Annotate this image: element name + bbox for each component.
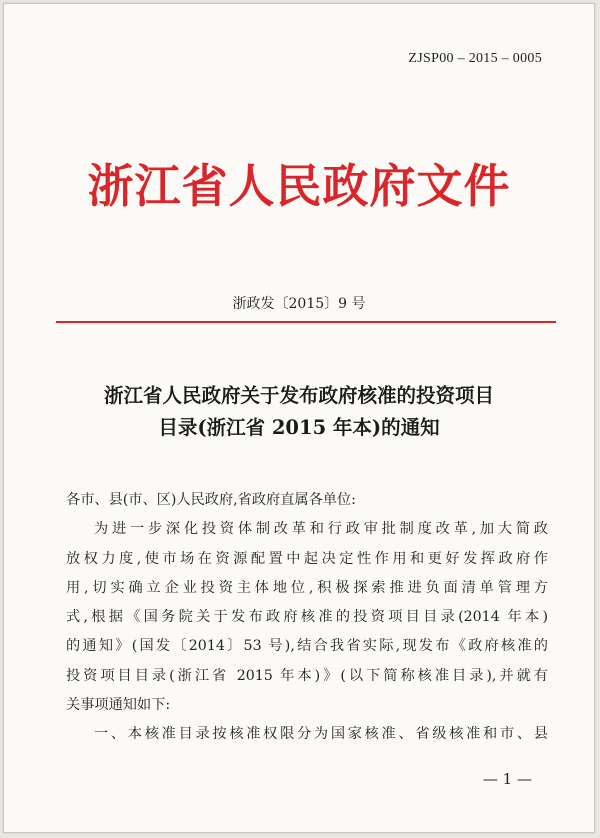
- paragraph-line: 式,根据《国务院关于发布政府核准的投资项目目录(2014 年本): [66, 609, 548, 626]
- document-page: [3, 3, 595, 833]
- item-one-line: 一、本核准目录按核准权限分为国家核准、省级核准和市、县: [94, 726, 548, 743]
- page-number: — 1 —: [482, 770, 532, 788]
- notice-title-line-1: 浙江省人民政府关于发布政府核准的投资项目: [103, 384, 494, 407]
- salutation: 各市、县(市、区)人民政府,省政府直属各单位:: [66, 492, 356, 508]
- notice-body: [66, 486, 548, 750]
- paragraph-line: 关事项通知如下:: [66, 697, 171, 714]
- red-divider-line: [56, 321, 556, 323]
- paragraph-line: 用,切实确立企业投资主体地位,积极探索推进负面清单管理方: [66, 579, 548, 596]
- notice-title: [4, 380, 594, 444]
- document-number: 浙政发〔2015〕9 号: [232, 296, 366, 312]
- document-headline: 浙江省人民政府文件: [87, 159, 511, 213]
- paragraph-line: 投资项目目录(浙江省 2015 年本)》(以下简称核准目录),并就有: [66, 667, 548, 684]
- paragraph-line: 为进一步深化投资体制改革和行政审批制度改革,加大简政: [94, 521, 548, 538]
- paragraph-line: 的通知》(国发〔2014〕53 号),结合我省实际,现发布《政府核准的: [66, 638, 548, 655]
- notice-title-line-2: 目录(浙江省 2015 年本)的通知: [158, 416, 440, 439]
- paragraph-line: 放权力度,使市场在资源配置中起决定性作用和更好发挥政府作: [66, 550, 548, 567]
- document-code: ZJSP00 – 2015 – 0005: [408, 51, 542, 66]
